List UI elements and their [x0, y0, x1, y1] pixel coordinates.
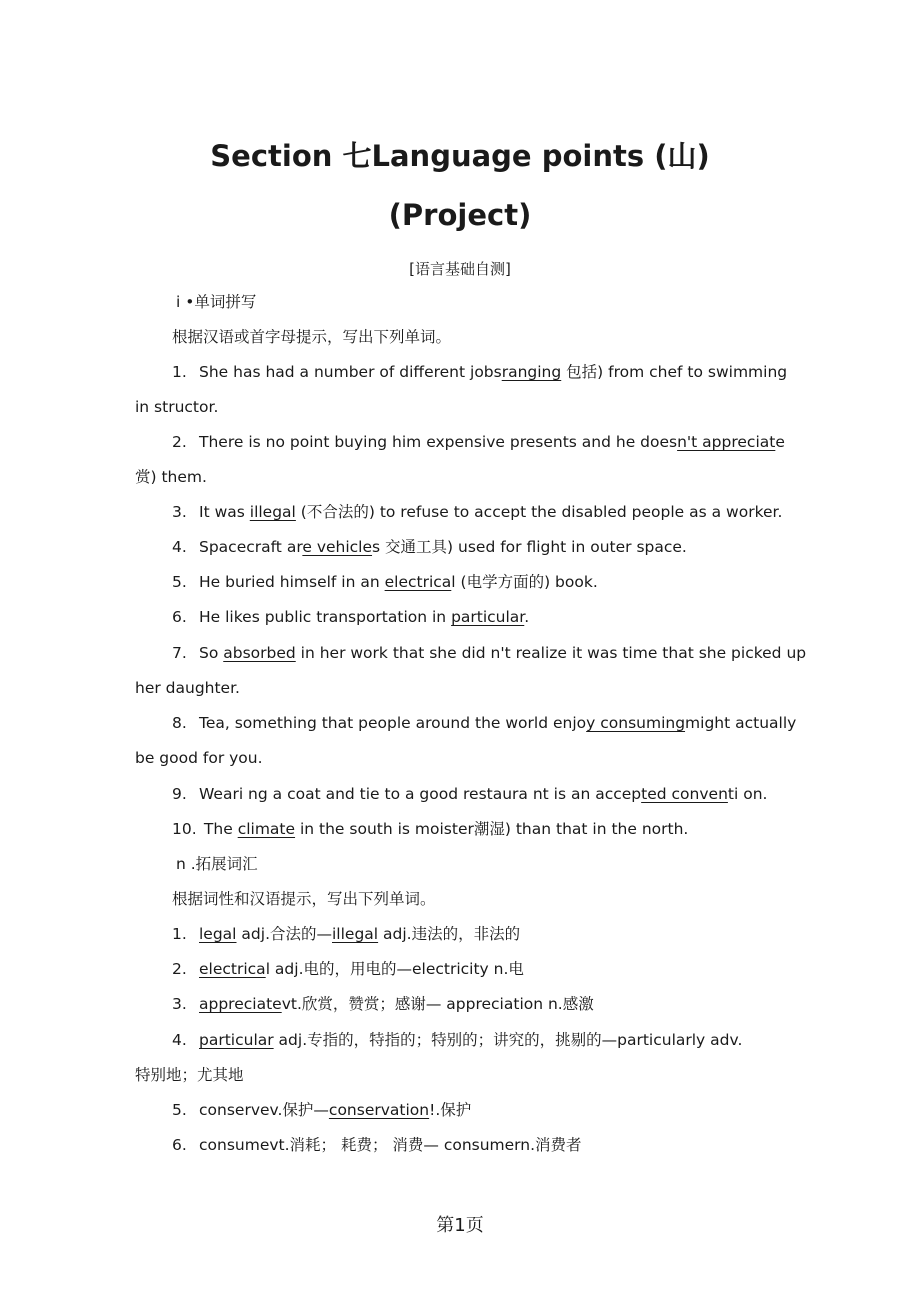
answer-blank: electrica [384, 573, 452, 591]
item-number: 1. [172, 925, 187, 943]
item-number: 4. [172, 538, 187, 556]
item-text: in the south is moister潮湿) than that in the north. [295, 820, 689, 838]
item-number: 6. [172, 1136, 187, 1154]
exercise-item-1 [172, 362, 787, 382]
item-text: adj.合法的— [236, 925, 332, 943]
item-text: vt.欣赏，赞赏；感谢— appreciation n.感激 [281, 995, 594, 1013]
section-label: [语言基础自测] [409, 260, 511, 278]
item-number: 1. [172, 363, 187, 381]
item-text: 包括) from chef to swimming [561, 363, 788, 381]
item-text: consumevt.消耗； 耗费； 消费— consumern.消费者 [199, 1136, 582, 1154]
item-number: 8. [172, 714, 187, 732]
item-number: 2. [172, 960, 187, 978]
item-text: e [775, 433, 785, 451]
exercise-item-1-cont: in structor. [135, 398, 219, 416]
exercise-item-3 [172, 502, 782, 522]
item-text: !.保护 [429, 1101, 472, 1119]
answer-blank: particular [199, 1031, 274, 1049]
exercise-item-6 [172, 607, 529, 627]
vocab-item-3 [172, 994, 594, 1014]
answer-blank: ted conven [641, 785, 728, 803]
exercise-item-9 [172, 784, 767, 804]
item-text: Spacecraft ar [199, 538, 303, 556]
answer-blank: absorbed [223, 644, 296, 662]
item-text: . [524, 608, 530, 626]
page-title: Section 七Language points (山) [210, 139, 710, 173]
item-text: (不合法的) to refuse to accept the disabled people as a worker. [295, 503, 783, 521]
item-text: in her work that she did n't realize it was time that she picked up [295, 644, 807, 662]
exercise-item-2 [172, 432, 785, 452]
answer-blank: particular [451, 608, 525, 626]
exercise-item-2-cont: 赏) them. [135, 468, 207, 486]
item-number: 3. [172, 995, 187, 1013]
vocab-item-5 [172, 1100, 471, 1120]
item-text: Weari ng a coat and tie to a good restaura nt is an accep [199, 785, 642, 803]
page-subtitle-project: (Project) [388, 198, 532, 232]
item-text: conservev.保护— [199, 1101, 329, 1119]
item-number: 6. [172, 608, 187, 626]
item-text: ti on. [727, 785, 768, 803]
item-number: 5. [172, 573, 187, 591]
answer-blank: climate [237, 820, 296, 838]
vocab-item-1 [172, 924, 520, 944]
section1-instruction: 根据汉语或首字母提示，写出下列单词。 [172, 328, 452, 346]
answer-blank: e vehicle [302, 538, 373, 556]
item-text: So [199, 644, 224, 662]
answer-blank: electrica [199, 960, 266, 978]
exercise-item-8-cont: be good for you. [135, 749, 263, 767]
item-text: l adj.电的，用电的—electricity n.电 [265, 960, 524, 978]
item-text: She has had a number of different jobs [199, 363, 502, 381]
exercise-item-7-cont: her daughter. [135, 679, 240, 697]
exercise-item-10 [172, 819, 688, 839]
answer-blank: illegal [249, 503, 296, 521]
exercise-item-7 [172, 643, 806, 663]
item-text: adj.违法的，非法的 [378, 925, 521, 943]
item-number: 7. [172, 644, 187, 662]
item-number: 10. [172, 820, 197, 838]
vocab-item-4 [172, 1030, 742, 1050]
item-text: The [199, 820, 238, 838]
section2-heading: n .拓展词汇 [176, 855, 258, 873]
item-text: s 交通工具) used for flight in outer space. [372, 538, 687, 556]
item-number: 2. [172, 433, 187, 451]
vocab-item-6 [172, 1135, 582, 1155]
vocab-item-2 [172, 959, 524, 979]
vocab-item-4-cont: 特别地；尤其地 [135, 1066, 244, 1084]
page-number: 第1页 [436, 1215, 484, 1236]
item-text: adj.专指的，特指的；特别的；讲究的，挑剔的—particularly adv. [273, 1031, 743, 1049]
answer-blank: appreciate [199, 995, 282, 1013]
item-text: He buried himself in an [199, 573, 385, 591]
answer-blank: ranging [501, 363, 562, 381]
answer-blank: legal [199, 925, 237, 943]
exercise-item-8 [172, 713, 796, 733]
item-number: 5. [172, 1101, 187, 1119]
item-number: 4. [172, 1031, 187, 1049]
answer-blank: n't appreciat [677, 433, 776, 451]
item-number: 3. [172, 503, 187, 521]
answer-blank: y consuming [586, 714, 686, 732]
item-text: He likes public transportation in [199, 608, 452, 626]
item-text: l (电学方面的) book. [451, 573, 598, 591]
item-text: might actually [685, 714, 797, 732]
answer-blank: conservation [328, 1101, 430, 1119]
exercise-item-5 [172, 572, 598, 592]
exercise-item-4 [172, 537, 687, 557]
item-text: There is no point buying him expensive presents and he does [199, 433, 678, 451]
section2-instruction: 根据词性和汉语提示，写出下列单词。 [172, 890, 436, 908]
answer-blank: illegal [332, 925, 379, 943]
item-text: It was [199, 503, 250, 521]
item-text: Tea, something that people around the world enjo [199, 714, 587, 732]
item-number: 9. [172, 785, 187, 803]
section1-heading: i •单词拼写 [176, 293, 257, 311]
